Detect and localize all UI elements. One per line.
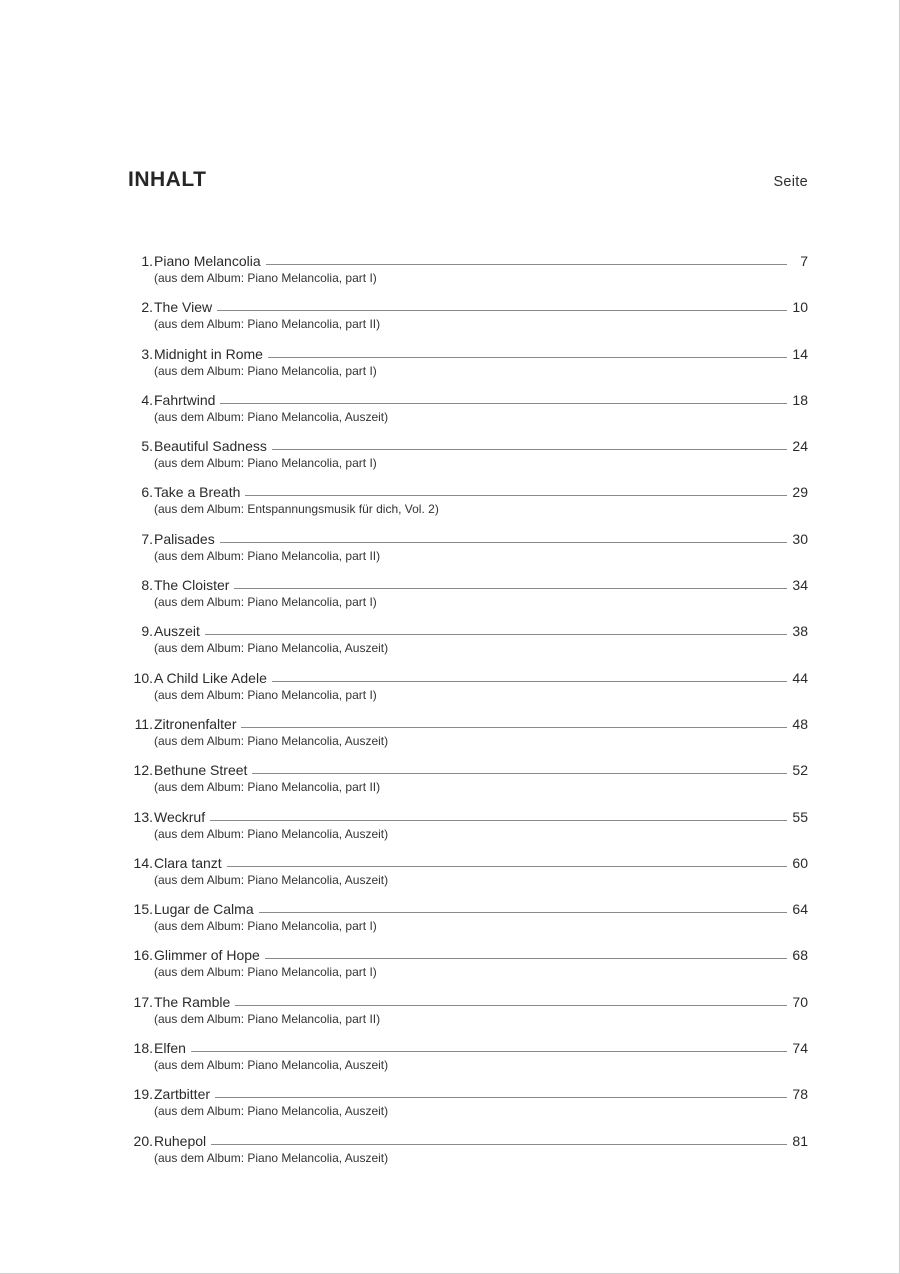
- toc-leader-line: [266, 264, 787, 265]
- toc-leader-line: [235, 1005, 787, 1006]
- toc-leader-line: [241, 727, 787, 728]
- page-column-label: Seite: [773, 174, 808, 190]
- toc-entry-number: 7.: [141, 530, 153, 547]
- toc-entry-line: [120, 528, 810, 547]
- toc-entry-page-number: 38: [792, 623, 808, 640]
- toc-entry-album: (aus dem Album: Entspannungsmusik für dich, Vol. 2): [154, 502, 439, 517]
- toc-leader-line: [272, 449, 787, 450]
- toc-entry-album: (aus dem Album: Piano Melancolia, Auszeit): [154, 409, 389, 424]
- toc-entry[interactable]: [120, 481, 810, 527]
- toc-entry-number: 20.: [133, 1132, 153, 1149]
- toc-leader-line: [220, 403, 787, 404]
- toc-entry-title: Clara tanzt: [154, 854, 222, 871]
- toc-entry-title: Beautiful Sadness: [154, 438, 267, 455]
- toc-leader-line: [268, 357, 787, 358]
- toc-entry-line: [120, 944, 810, 963]
- toc-entry[interactable]: [120, 343, 810, 389]
- toc-entry-line: [120, 481, 810, 500]
- toc-entry-line: [120, 1130, 810, 1149]
- toc-entry[interactable]: [120, 435, 810, 481]
- toc-entry-page-number: 55: [792, 808, 808, 825]
- toc-entry-title: A Child Like Adele: [154, 669, 267, 686]
- toc-entry-number: 19.: [133, 1086, 153, 1103]
- toc-entry-album: (aus dem Album: Piano Melancolia, part I): [154, 456, 377, 471]
- toc-entry-album: (aus dem Album: Piano Melancolia, part I): [154, 595, 377, 610]
- toc-entry-page-number: 14: [792, 345, 808, 362]
- toc-entry-line: [120, 1083, 810, 1102]
- toc-entry-album: (aus dem Album: Piano Melancolia, part I): [154, 965, 377, 980]
- toc-entry-page-number: 74: [792, 1040, 808, 1057]
- toc-entry-page-number: 7: [800, 253, 808, 269]
- toc-entry-title: Auszeit: [154, 623, 200, 640]
- toc-entry-page-number: 24: [792, 438, 808, 455]
- toc-entry[interactable]: [120, 620, 810, 666]
- toc-leader-line: [234, 588, 787, 589]
- toc-entry-page-number: 68: [792, 947, 808, 964]
- toc-entry-line: [120, 343, 810, 362]
- toc-entry-page-number: 48: [792, 715, 808, 732]
- toc-entry-page-number: 70: [792, 993, 808, 1010]
- page-title: INHALT: [128, 168, 207, 191]
- toc-entry-page-number: 78: [792, 1086, 808, 1103]
- toc-entry-line: [120, 574, 810, 593]
- toc-entry-page-number: 10: [792, 299, 808, 316]
- toc-leader-line: [272, 681, 787, 682]
- toc-entry-number: 13.: [133, 808, 153, 825]
- toc-leader-line: [211, 1144, 787, 1145]
- toc-entry-page-number: 60: [792, 854, 808, 871]
- toc-entry-title: The View: [154, 299, 213, 316]
- toc-entry-title: Palisades: [154, 530, 215, 547]
- toc-entry-title: The Cloister: [154, 577, 230, 594]
- toc-entry[interactable]: [120, 1037, 810, 1083]
- toc-entry-number: 6.: [141, 484, 153, 501]
- toc-entry-page-number: 81: [792, 1132, 808, 1149]
- toc-entry-album: (aus dem Album: Piano Melancolia, Auszeit): [154, 1150, 389, 1165]
- toc-entry-album: (aus dem Album: Piano Melancolia, part II): [154, 780, 381, 795]
- toc-entry-number: 18.: [133, 1040, 153, 1057]
- toc-entry-line: [120, 991, 810, 1010]
- toc-entry-line: [120, 250, 810, 269]
- toc-entry-title: Glimmer of Hope: [154, 947, 260, 964]
- toc-leader-line: [215, 1097, 787, 1098]
- toc-leader-line: [252, 773, 787, 774]
- toc-entry-title: Take a Breath: [154, 484, 241, 501]
- toc-entry[interactable]: [120, 806, 810, 852]
- toc-entry-album: (aus dem Album: Piano Melancolia, Auszeit): [154, 1058, 389, 1073]
- toc-entry[interactable]: [120, 898, 810, 944]
- toc-entry-album: (aus dem Album: Piano Melancolia, Auszeit): [154, 641, 389, 656]
- toc-entry-line: [120, 296, 810, 315]
- toc-entry-title: Bethune Street: [154, 762, 248, 779]
- toc-entry[interactable]: [120, 528, 810, 574]
- toc-entry-number: 4.: [141, 391, 153, 408]
- toc-entry-number: 1.: [141, 253, 153, 269]
- toc-entry[interactable]: [120, 759, 810, 805]
- toc-entry-album: (aus dem Album: Piano Melancolia, part II): [154, 548, 381, 563]
- toc-entry-number: 3.: [141, 345, 153, 362]
- toc-entry-page-number: 30: [792, 530, 808, 547]
- toc-leader-line: [210, 820, 787, 821]
- toc-entry-line: [120, 667, 810, 686]
- toc-entry-number: 5.: [141, 438, 153, 455]
- toc-entry-title: Ruhepol: [154, 1132, 207, 1149]
- toc-leader-line: [259, 912, 787, 913]
- toc-entry-album: (aus dem Album: Piano Melancolia, part I): [154, 687, 377, 702]
- table-of-contents: [120, 250, 810, 1176]
- toc-leader-line: [265, 958, 787, 959]
- toc-entry[interactable]: [120, 574, 810, 620]
- toc-entry-line: [120, 1037, 810, 1056]
- toc-entry-title: Lugar de Calma: [154, 901, 254, 918]
- toc-leader-line: [245, 495, 787, 496]
- toc-entry-page-number: 44: [792, 669, 808, 686]
- toc-entry-album: (aus dem Album: Piano Melancolia, part I): [154, 271, 377, 285]
- toc-entry-line: [120, 898, 810, 917]
- toc-entry[interactable]: [120, 667, 810, 713]
- toc-entry[interactable]: [120, 1130, 810, 1176]
- toc-entry-album: (aus dem Album: Piano Melancolia, Auszeit): [154, 1104, 389, 1119]
- toc-entry-line: [120, 620, 810, 639]
- toc-entry-title: Midnight in Rome: [154, 345, 263, 362]
- toc-entry[interactable]: [120, 389, 810, 435]
- toc-entry[interactable]: [120, 250, 810, 296]
- toc-entry[interactable]: [120, 296, 810, 342]
- toc-leader-line: [205, 634, 787, 635]
- toc-entry-page-number: 34: [792, 577, 808, 594]
- toc-entry-number: 14.: [133, 854, 153, 871]
- toc-entry-album: (aus dem Album: Piano Melancolia, part I): [154, 919, 377, 934]
- toc-entry-number: 16.: [133, 947, 153, 964]
- toc-entry-number: 12.: [133, 762, 153, 779]
- toc-entry[interactable]: [120, 852, 810, 898]
- toc-entry-album: (aus dem Album: Piano Melancolia, part II): [154, 317, 381, 332]
- toc-entry-number: 8.: [141, 577, 153, 594]
- toc-entry-title: Fahrtwind: [154, 391, 216, 408]
- toc-entry-page-number: 52: [792, 762, 808, 779]
- toc-entry-album: (aus dem Album: Piano Melancolia, part I): [154, 363, 377, 378]
- toc-entry[interactable]: [120, 944, 810, 990]
- toc-entry-number: 11.: [134, 715, 153, 732]
- toc-entry-page-number: 18: [792, 391, 808, 408]
- toc-entry-number: 15.: [133, 901, 153, 918]
- toc-entry-title: Zitronenfalter: [154, 715, 237, 732]
- toc-entry[interactable]: [120, 1083, 810, 1129]
- toc-entry-number: 9.: [141, 623, 153, 640]
- toc-entry-album: (aus dem Album: Piano Melancolia, Auszeit): [154, 872, 389, 887]
- toc-entry-line: [120, 852, 810, 871]
- toc-entry-title: Zartbitter: [154, 1086, 211, 1103]
- toc-entry-line: [120, 435, 810, 454]
- toc-entry-album: (aus dem Album: Piano Melancolia, Auszeit): [154, 826, 389, 841]
- toc-entry-number: 2.: [141, 299, 153, 316]
- toc-entry-line: [120, 713, 810, 732]
- toc-entry-page-number: 64: [792, 901, 808, 918]
- toc-entry[interactable]: [120, 991, 810, 1037]
- toc-leader-line: [191, 1051, 787, 1052]
- toc-entry-number: 17.: [133, 993, 153, 1010]
- toc-entry-line: [120, 806, 810, 825]
- toc-entry-line: [120, 389, 810, 408]
- toc-leader-line: [227, 866, 787, 867]
- toc-entry-title: Elfen: [154, 1040, 186, 1057]
- toc-entry-title: The Ramble: [154, 993, 231, 1010]
- toc-entry-line: [120, 759, 810, 778]
- toc-entry-number: 10.: [133, 669, 153, 686]
- toc-entry[interactable]: [120, 713, 810, 759]
- toc-leader-line: [217, 310, 787, 311]
- toc-entry-title: Weckruf: [154, 808, 206, 825]
- toc-entry-title: Piano Melancolia: [154, 253, 261, 269]
- toc-entry-page-number: 29: [792, 484, 808, 501]
- toc-leader-line: [220, 542, 787, 543]
- toc-entry-album: (aus dem Album: Piano Melancolia, part II): [154, 1011, 381, 1026]
- toc-entry-album: (aus dem Album: Piano Melancolia, Auszeit): [154, 733, 389, 748]
